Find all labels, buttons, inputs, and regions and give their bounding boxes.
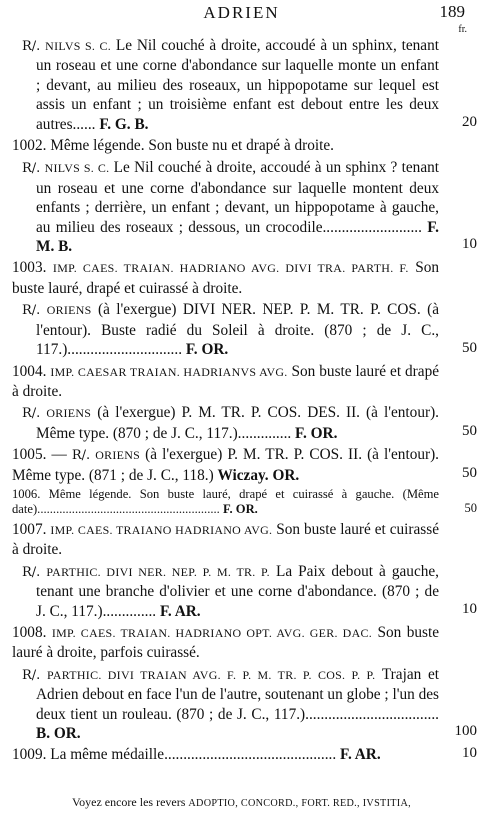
- footer-lead: Voyez encore les revers: [72, 795, 186, 809]
- leader-dots: ......: [72, 115, 96, 133]
- leader-dots: ..........................................................: [37, 502, 220, 517]
- catalogue-entry: [0, 520, 483, 560]
- entry-price: 10: [462, 744, 477, 761]
- entry-number: 1008.: [12, 623, 47, 641]
- reverse-symbol: R/.: [22, 39, 41, 54]
- entry-price: 10: [462, 600, 477, 617]
- entry-description: Le Nil couché à droite, accoudé à un sphinx, tenant un roseau et une corne d'abondance sur laquelle monte un enfant ; devant, au milieu des roseaux, un hippopotame sur lequel est assis un enfant ; un troisième enfant est debout entre les deux autres: [36, 37, 439, 133]
- footer-note: [0, 795, 483, 810]
- entry-number: 1009.: [12, 746, 47, 764]
- entry-price: 50: [464, 500, 477, 515]
- catalogue-entry: [0, 745, 483, 764]
- catalogue-entry: [0, 487, 483, 518]
- coin-legend: IMP. CAES. TRAIAN. HADRIANO OPT. AVG. GER. DAC.: [51, 625, 373, 640]
- catalogue-entry: [0, 362, 483, 402]
- entry-price: 100: [454, 723, 477, 740]
- reverse-symbol: R/.: [71, 448, 91, 464]
- footer-references: ADOPTIO, CONCORD., FORT. RED., IVSTITIA,: [188, 798, 411, 809]
- entry-description: (à l'exergue) P. M. TR. P. COS. II. (à l'entour). Même type. (871 ; de J. C., 118.): [12, 446, 440, 484]
- coin-legend: PARTHIC. DIVI TRAIAN AVG. F. P. M. TR. P. COS. P. P.: [47, 667, 376, 682]
- entry-number: 1005. —: [12, 446, 67, 464]
- entry-description: (à l'exergue) P. M. TR. P. COS. DES. II. (à l'entour). Même type. (870 ; de J. C., 117.): [36, 404, 439, 442]
- coin-legend: ORIENS: [46, 406, 92, 421]
- coin-legend: ORIENS: [46, 303, 92, 318]
- leader-dots: ..............: [102, 602, 157, 620]
- page-number: 189: [439, 2, 465, 21]
- coin-legend: IMP. CAES. TRAIAN. HADRIANO AVG. DIVI TRA. PARTH. F.: [52, 261, 409, 276]
- entry-number: 1003.: [12, 259, 47, 277]
- entry-description: Même légende. Son buste nu et drapé à droite.: [50, 137, 335, 155]
- coin-legend: NILVS S. C.: [44, 161, 110, 176]
- entry-description: Trajan et Adrien debout en face l'un de l'autre, soutenant un globe ; l'un des deux tient un rouleau. (870 ; de J. C., 117.): [36, 665, 439, 723]
- catalogue-entry: [0, 300, 483, 359]
- leader-dots: ..............: [237, 424, 292, 442]
- metal-grade: F. OR.: [222, 502, 258, 517]
- reverse-symbol: R/.: [22, 564, 41, 580]
- coin-legend: IMP. CAESAR TRAIAN. HADRIANVS AVG.: [50, 364, 288, 379]
- catalogue-entry: [0, 403, 483, 443]
- entry-description: Son buste lauré et cuirassé à droite.: [12, 520, 440, 559]
- metal-grade: F. OR.: [295, 424, 338, 442]
- metal-grade: F. AR.: [340, 746, 381, 764]
- entry-number: 1002.: [12, 137, 47, 155]
- entry-description: Son buste lauré et drapé à droite.: [12, 362, 440, 400]
- coin-legend: ORIENS: [95, 448, 141, 463]
- entry-number: 1006.: [12, 486, 41, 501]
- price-unit: fr.: [458, 24, 467, 35]
- entry-price: 50: [462, 423, 477, 440]
- entry-description: La Paix debout à gauche, tenant une branche d'olivier et une corne d'abondance. (870 ; de J. C., 117.): [36, 562, 439, 620]
- entry-description: Son buste lauré à droite, parfois cuirassé.: [12, 623, 439, 662]
- entry-price: 10: [462, 236, 477, 253]
- leader-dots: ...................................: [305, 705, 439, 723]
- running-title: ADRIEN: [203, 3, 280, 22]
- catalogue-entry: [0, 623, 483, 663]
- reverse-symbol: R/.: [22, 406, 41, 422]
- reverse-symbol: R/.: [22, 667, 41, 683]
- catalogue-entry: [0, 158, 483, 256]
- leader-dots: ..............................: [67, 341, 183, 359]
- entry-description: Son buste lauré, drapé et cuirassé à droite.: [12, 259, 439, 297]
- metal-grade: F. AR.: [159, 602, 201, 620]
- catalogue-entry: [0, 136, 483, 156]
- metal-grade: B. OR.: [36, 725, 81, 742]
- leader-dots: .............................................: [164, 746, 337, 764]
- catalogue-entry: [0, 665, 483, 744]
- entry-price: 50: [462, 464, 477, 481]
- entry-description: (à l'exergue) DIVI NER. NEP. P. M. TR. P. COS. (à l'entour). Buste radié du Soleil à droite. (870 ; de J. C., 117.): [36, 301, 440, 359]
- metal-grade: F. G. B.: [99, 115, 149, 133]
- catalogue-entry: [0, 258, 483, 298]
- reverse-symbol: R/.: [22, 161, 41, 177]
- entry-price: 50: [462, 339, 477, 356]
- metal-grade: Wiczay. OR.: [217, 466, 300, 484]
- catalogue-entries: [0, 36, 483, 767]
- entry-description: La même médaille: [50, 746, 165, 764]
- catalogue-entry: [0, 445, 483, 485]
- metal-grade: F. OR.: [185, 341, 229, 359]
- coin-legend: PARTHIC. DIVI NER. NEP. P. M. TR. P.: [46, 564, 270, 579]
- entry-description: Même légende. Son buste lauré, drapé et cuirassé à gauche. (Même date): [12, 486, 439, 517]
- reverse-symbol: R/.: [22, 303, 41, 319]
- entry-price: 20: [462, 114, 477, 131]
- entry-description: Le Nil couché à droite, accoudé à un sphinx ? tenant un roseau et une corne d'abondance sur laquelle montent deux enfants ; derrière, un enfant ; devant, un hippopotame à gauche, au milieu des roseaux ; dessous, un crocodile: [36, 159, 440, 236]
- catalogue-entry: [0, 562, 483, 621]
- leader-dots: ..........................: [322, 218, 422, 236]
- catalogue-entry: [0, 36, 483, 134]
- entry-number: 1007.: [12, 520, 47, 538]
- coin-legend: IMP. CAES. TRAIANO HADRIANO AVG.: [50, 522, 273, 537]
- entry-number: 1004.: [12, 362, 47, 380]
- coin-legend: NILVS S. C.: [45, 39, 112, 53]
- metal-grade: F. M. B.: [36, 218, 439, 256]
